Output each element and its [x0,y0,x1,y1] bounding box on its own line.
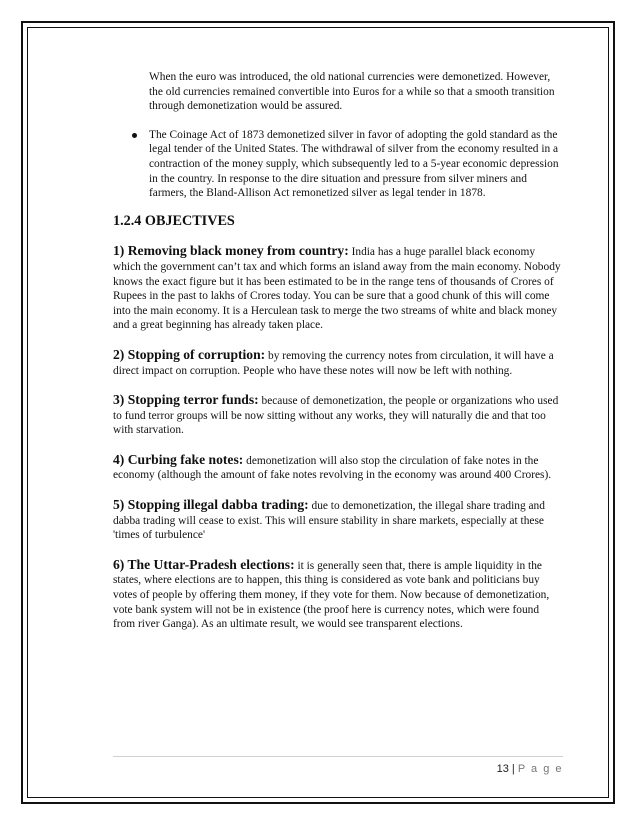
objective-item [113,498,563,543]
objective-title: 3) Stopping terror funds: [113,392,259,408]
objective-title: 6) The Uttar-Pradesh elections: [113,556,295,572]
bullet-item-coinage-act [113,128,563,201]
page-label: P a g e [517,763,563,775]
objective-text: demonetization will also stop the circulation of fake notes in the economy (although the amount of fake notes revolving in the economy was around 400 Crores). [113,454,552,482]
objective-item [113,244,563,333]
document-body [113,70,563,647]
objective-title: 1) Removing black money from country: [113,243,349,259]
objective-text: it is generally seen that, there is ample liquidity in the states, where elections are to happen, this thing is considered as vote bank and politicians buy votes of people by offering them money, if they vote for them. Now because of demonetization, vote bank system will not be in existence (the proof here is currency notes, which were found from river Ganga). As an ultimate result, we would see transparent elections. [113,559,550,631]
objective-item [113,348,563,378]
objective-text: because of demonetization, the people or organizations who used to fund terror groups will be now sitting without any works, they will naturally die and that too with starvation. [113,395,559,437]
page-footer [113,756,563,775]
objective-title: 2) Stopping of corruption: [113,346,266,362]
objective-text: by removing the currency notes from circulation, it will have a direct impact on corruption. People who have these notes will now be left with nothing. [113,349,554,377]
objective-title: 4) Curbing fake notes: [113,451,244,467]
objective-title: 5) Stopping illegal dabba trading: [113,497,309,513]
intro-paragraph: When the euro was introduced, the old national currencies were demonetized. However, the old currencies remained convertible into Euros for a while so that a smooth transition through demonetization would be assured. [149,71,555,113]
page-number: 13 [496,763,509,775]
objective-item [113,558,563,632]
objective-text: due to demonetization, the illegal share trading and dabba trading will cease to exist. This will ensure stability in share markets, especially at these 'times of turbulence' [113,500,545,542]
objective-item [113,393,563,438]
bullet-dot-icon [132,133,137,138]
page-number-label [497,763,563,775]
bullet-text: The Coinage Act of 1873 demonetized silver in favor of adopting the gold standard as the legal tender of the United States. The withdrawal of silver from the economy resulted in a contraction of the money supply, which subsequently led to a 5-year economic depression in the country. In response to the dire situation and pressure from silver miners and farmers, the Bland-Allison Act remonetized silver as legal tender in 1878. [149,128,559,200]
section-heading: 1.2.4 OBJECTIVES [113,212,235,229]
objective-item [113,453,563,483]
page-separator: | [511,763,515,775]
objective-text: India has a huge parallel black economy which the government can’t tax and which forms an island away from the main economy. Nobody knows the exact figure but it has been estimated to be in the range tens of thousands of Crores of Rupees in the past to lakhs of Crores today. You can be sure that a good chunk of this will come into the main economy. It is a Herculean task to merge the two streams of white and black money and a great beginning has already taken place. [113,246,561,332]
